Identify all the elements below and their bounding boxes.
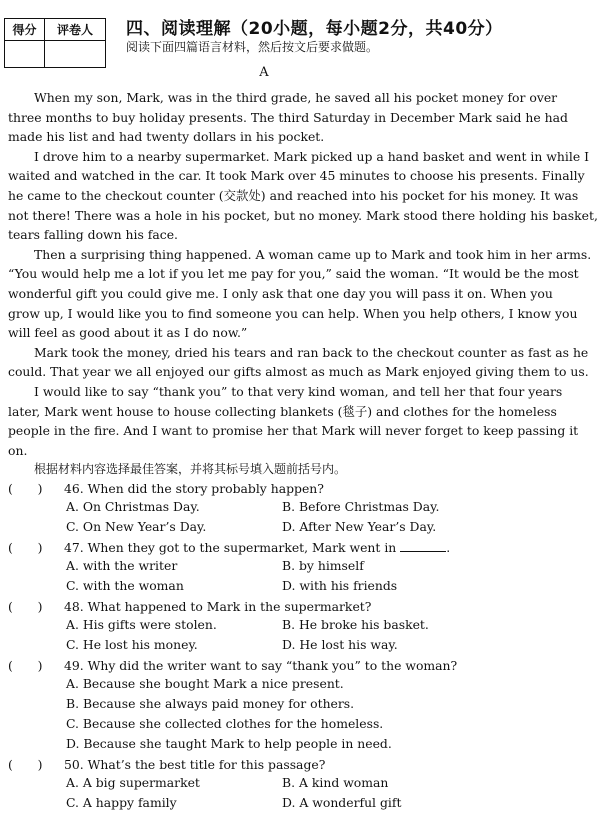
passage-text <box>8 88 598 460</box>
answer-option[interactable]: A. Because she bought Mark a nice present. <box>66 676 344 691</box>
passage-line: later, Mark went house to house collecting blankets (毯子) and clothes for the homeless <box>8 403 557 419</box>
question-stem <box>8 656 457 674</box>
question-text: 46. When did the story probably happen? <box>64 481 324 496</box>
question-text: 49. Why did the writer want to say “thank you” to the woman? <box>64 658 458 673</box>
answer-option[interactable]: D. He lost his way. <box>282 637 398 652</box>
passage-label: A <box>259 65 269 80</box>
passage-line: I would like to say “thank you” to that very kind woman, and tell her that four years <box>34 383 563 399</box>
passage-line: tears falling down his face. <box>8 227 178 243</box>
section-title: 四、阅读理解（20小题，每小题2分，共40分） <box>126 19 503 39</box>
passage-line: will feel as good about it as I do now.” <box>8 325 248 341</box>
passage-line: waited and watched in the car. It took Mark over 45 minutes to choose his presents. Finally <box>8 168 585 184</box>
question-stem <box>8 755 325 773</box>
answer-bracket[interactable]: ( ) <box>8 540 43 555</box>
answer-option[interactable]: C. A happy family <box>66 795 177 810</box>
grader-label: 评卷人 <box>45 19 105 41</box>
question-text: 48. What happened to Mark in the supermarket? <box>64 599 372 614</box>
answer-option[interactable]: A. with the writer <box>66 558 178 573</box>
answer-bracket[interactable]: ( ) <box>8 599 43 614</box>
passage-line: on. <box>8 442 28 458</box>
passage-line: not there! There was a hole in his pocket, but no money. Mark stood there holding his basket, <box>8 207 598 223</box>
answer-bracket[interactable]: ( ) <box>8 658 43 673</box>
answer-option[interactable]: D. with his friends <box>282 578 398 593</box>
answer-option[interactable]: A. His gifts were stolen. <box>66 617 217 632</box>
score-table <box>4 18 106 68</box>
answer-option[interactable]: A. A big supermarket <box>66 775 200 790</box>
passage-line: “You would help me a lot if you let me pay for you,” said the woman. “It would be the most <box>8 266 579 282</box>
answer-option[interactable]: D. After New Year’s Day. <box>282 519 437 534</box>
answer-option[interactable]: B. A kind woman <box>282 775 389 790</box>
answer-option[interactable]: A. On Christmas Day. <box>66 499 200 514</box>
question-stem <box>8 479 324 497</box>
question-text: 50. What’s the best title for this passage? <box>64 757 326 772</box>
passage-line: When my son, Mark, was in the third grade, he saved all his pocket money for over <box>34 90 558 105</box>
answer-option[interactable]: D. Because she taught Mark to help people in need. <box>66 736 392 751</box>
answer-option[interactable]: B. Before Christmas Day. <box>282 499 440 514</box>
passage-line: I drove him to a nearby supermarket. Mark picked up a hand basket and went in while I <box>34 148 589 164</box>
passage-line: Mark took the money, dried his tears and ran back to the checkout counter as fast as he <box>34 344 589 360</box>
fill-blank[interactable] <box>400 539 446 552</box>
passage-line: people in the fire. And I want to promise her that Mark will never forget to keep passing it <box>8 423 579 439</box>
answer-option[interactable]: B. by himself <box>282 558 364 573</box>
passage-line: he came to the checkout counter (交款处) and reached into his pocket for his money. It was <box>8 187 579 203</box>
question-text-end: . <box>446 540 451 555</box>
passage-line: could. That year we all enjoyed our gifts almost as much as Mark enjoyed giving them to us. <box>8 364 589 380</box>
passage-line: made his list and had twenty dollars in his pocket. <box>8 129 325 145</box>
answer-option[interactable]: C. Because she collected clothes for the homeless. <box>66 716 384 731</box>
section-instruction: 阅读下面四篇语言材料，然后按文后要求做题。 <box>126 40 379 54</box>
answer-option[interactable]: C. On New Year’s Day. <box>66 519 207 534</box>
answer-option[interactable]: B. He broke his basket. <box>282 617 429 632</box>
questions-instruction: 根据材料内容选择最佳答案，并将其标号填入题前括号内。 <box>34 462 347 476</box>
passage-line: three months to buy holiday presents. The third Saturday in December Mark said he had <box>8 109 568 125</box>
question-stem <box>8 597 371 615</box>
passage-line: grow up, I would like you to find someone you can help. When you help others, I know you <box>8 305 578 321</box>
answer-option[interactable]: C. with the woman <box>66 578 184 593</box>
answer-bracket[interactable]: ( ) <box>8 757 43 772</box>
passage-line: Then a surprising thing happened. A woman came up to Mark and took him in her arms. <box>34 246 592 262</box>
answer-option[interactable]: D. A wonderful gift <box>282 795 402 810</box>
question-text: 47. When they got to the supermarket, Mark went in <box>64 540 401 555</box>
question-stem <box>8 538 450 556</box>
grader-field[interactable] <box>45 41 105 67</box>
answer-option[interactable]: C. He lost his money. <box>66 637 198 652</box>
answer-option[interactable]: B. Because she always paid money for others. <box>66 696 355 711</box>
answer-bracket[interactable]: ( ) <box>8 481 43 496</box>
score-label: 得分 <box>5 19 45 41</box>
score-field[interactable] <box>5 41 45 67</box>
passage-line: wonderful gift you could give me. I only ask that one day you will pass it on. When you <box>8 285 553 301</box>
